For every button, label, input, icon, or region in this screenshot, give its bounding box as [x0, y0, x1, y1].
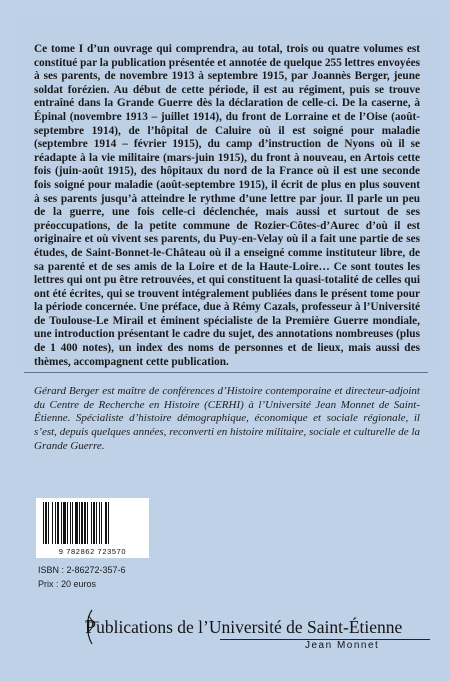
barcode-bar	[57, 502, 59, 544]
barcode-bar	[93, 502, 95, 544]
publisher-name	[85, 616, 402, 639]
barcode-bar	[52, 502, 53, 544]
author-bio: Gérard Berger est maître de conférences d’Histoire contemporaine et directeur-adjoint du Centre de Recherche en Histoire (CERHI) à l’Université Jean Monnet de Saint-Étienne. Spécialiste d’histoire démographique, économique et sociale régionale, il s’est, depuis quelques années, reconverti en histoire militaire, sociale et culturelle de la Grande Guerre.	[34, 385, 420, 452]
isbn: ISBN : 2-86272-357-6	[38, 565, 126, 575]
publisher-name-rest: ublications de l’Université de Saint-Étienne	[96, 617, 403, 637]
barcode-bar	[84, 502, 86, 544]
barcode-bar	[101, 502, 102, 544]
barcode-bar	[55, 502, 56, 544]
publisher-initial: P	[85, 616, 97, 638]
barcode-bar	[79, 502, 80, 544]
summary-paragraph: Ce tome I d’un ouvrage qui comprendra, au total, trois ou quatre volumes est constitué par la publication présentée et annotée de quelque 255 lettres envoyées à ses parents, de novembre 1913 à septembre 1915, par Joannès Berger, jeune soldat forézien. Au début de cette période, il est au régiment, puis se trouve entraîné dans la Grande Guerre dès la déclaration de celle-ci. De la caserne, à Épinal (novembre 1913 – juillet 1914), du front de Lorraine et de l’Oise (août-septembre 1914), de l’hôpital de Caluire où il est soigné pour maladie (septembre 1914 – février 1915), du camp d’instruction de Nyons où il se réadapte à la vie militaire (mars-juin 1915), du front à nouveau, en Artois cette fois (juin-août 1915), des hôpitaux du nord de la France où il est une seconde fois soigné pour maladie (août-septembre 1915), il écrit de plus en plus souvent à ses parents jusqu’à atteindre le rythme d’une lettre par jour. Il parle un peu de la guerre, une fois celle-ci déclenchée, mais aussi et surtout de ses préoccupations, de la petite commune de Rozier-Côtes-d’Aurec d’où il est originaire et où vivent ses parents, du Puy-en-Velay où il a fait une partie de ses études, de Saint-Bonnet-le-Château où il a enseigné comme instituteur libre, de sa parenté et de ses amis de la Loire et de la Haute-Loire… Ce sont toutes les lettres qui ont pu être retrouvées, et qui constituent la quasi-totalité de celles qui ont été écrites, qui se trouvent intégralement publiées dans le présent tome pour la période concernée. Une préface, due à Rémy Cazals, professeur à l’Université de Toulouse-Le Mirail et éminent spécialiste de la Première Guerre mondiale, une introduction présentant le cadre du sujet, des annotations nombreuses (plus de 1 400 notes), un index des noms de personnes et de lieux, mais aussi des thèmes, accompagnent cette publication.	[34, 43, 420, 368]
barcode-bar	[96, 502, 97, 544]
barcode-bar	[81, 502, 83, 544]
barcode-bar	[48, 502, 49, 544]
barcode-bar	[43, 502, 44, 544]
price: Prix : 20 euros	[38, 579, 97, 589]
barcode-bar	[108, 502, 109, 544]
barcode-bar	[67, 502, 68, 544]
barcode-bar	[72, 502, 73, 544]
barcode-bar	[61, 502, 62, 544]
barcode-bar	[91, 502, 92, 544]
barcode-bar	[75, 502, 78, 544]
barcode-bar	[87, 502, 88, 544]
barcode	[36, 498, 149, 558]
barcode-bar	[105, 502, 107, 544]
barcode-bar	[70, 502, 71, 544]
barcode-bar	[99, 502, 100, 544]
publisher-subtitle: Jean Monnet	[305, 640, 380, 651]
divider	[24, 372, 428, 373]
barcode-bar	[45, 502, 47, 544]
barcode-bar	[63, 502, 66, 544]
barcode-bars	[43, 502, 142, 546]
barcode-digits: 9 782862 723570	[58, 547, 127, 556]
